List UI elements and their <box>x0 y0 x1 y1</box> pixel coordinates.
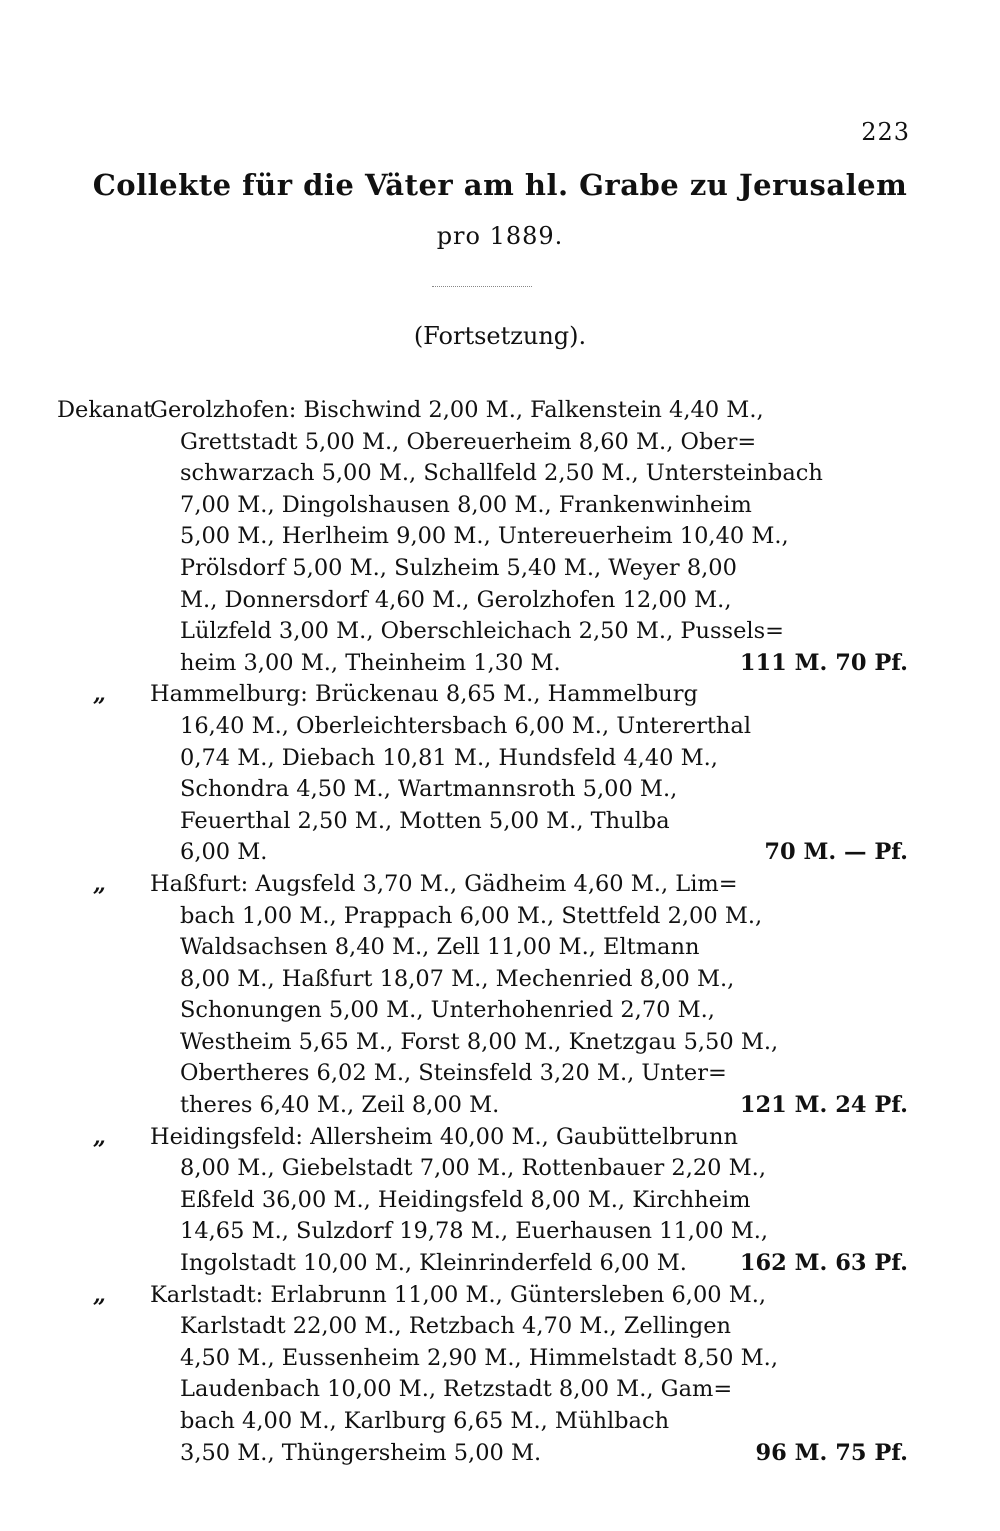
entry-line <box>0 1058 1000 1090</box>
district-line: Haßfurt: Augsfeld 3,70 M., Gädheim 4,60 M., Lim= <box>150 870 738 897</box>
entry-line <box>0 711 1000 743</box>
entry-line <box>0 395 1000 427</box>
district-line: Gerolzhofen: Bischwind 2,00 M., Falkenstein 4,40 M., <box>150 397 764 423</box>
deanery-entry <box>0 679 1000 869</box>
page-title: Collekte für die Väter am hl. Grabe zu Jerusalem <box>92 168 908 202</box>
continuation-line: bach 1,00 M., Prappach 6,00 M., Stettfeld 2,00 M., <box>180 902 763 929</box>
continuation-line: 4,50 M., Eussenheim 2,90 M., Himmelstadt 8,50 M., <box>180 1344 778 1371</box>
continuation-line: Lülzfeld 3,00 M., Oberschleichach 2,50 M., Pussels= <box>180 618 785 645</box>
entry-line <box>0 458 1000 490</box>
collection-list <box>0 395 1000 1469</box>
continuation-line: 3,50 M., Thüngersheim 5,00 M. <box>180 1439 542 1466</box>
entry-line <box>0 806 1000 838</box>
entry-line <box>0 932 1000 964</box>
entry-line <box>0 964 1000 996</box>
entry-line <box>0 774 1000 806</box>
entry-line <box>0 1311 1000 1343</box>
continuation-line: 6,00 M. <box>180 839 268 866</box>
page-subtitle: pro 1889. <box>436 222 564 250</box>
continuation-line: Grettstadt 5,00 M., Obereuerheim 8,60 M., Ober= <box>180 428 757 455</box>
entry-line <box>0 1406 1000 1438</box>
continuation-line: Laudenbach 10,00 M., Retzstadt 8,00 M., Gam= <box>180 1376 733 1403</box>
entry-total: 111 M. 70 Pf. <box>739 649 908 676</box>
ditto-mark: „ <box>93 870 106 897</box>
continuation-line: Waldsachsen 8,40 M., Zell 11,00 M., Eltmann <box>180 934 700 961</box>
continuation-line: Eßfeld 36,00 M., Heidingsfeld 8,00 M., Kirchheim <box>180 1186 751 1213</box>
entry-line <box>0 869 1000 901</box>
ditto-mark: „ <box>93 681 106 708</box>
deanery-entry <box>0 395 1000 679</box>
entry-total: 70 M. — Pf. <box>764 839 908 866</box>
entry-total: 96 M. 75 Pf. <box>755 1439 908 1466</box>
continuation-line: 5,00 M., Herlheim 9,00 M., Untereuerheim 10,40 M., <box>180 523 789 550</box>
deanery-entry <box>0 1280 1000 1470</box>
entry-line <box>0 553 1000 585</box>
continuation-line: Karlstadt 22,00 M., Retzbach 4,70 M., Zellingen <box>180 1313 732 1340</box>
entry-line <box>0 490 1000 522</box>
entry-total: 162 M. 63 Pf. <box>739 1250 908 1277</box>
entry-line <box>0 679 1000 711</box>
entry-line <box>0 1153 1000 1185</box>
continuation-line: 16,40 M., Oberleichtersbach 6,00 M., Untererthal <box>180 712 752 739</box>
district-line: Heidingsfeld: Allersheim 40,00 M., Gaubüttelbrunn <box>150 1123 738 1150</box>
continuation-line: 7,00 M., Dingolshausen 8,00 M., Frankenwinheim <box>180 491 752 518</box>
entry-line <box>0 995 1000 1027</box>
continuation-line: 0,74 M., Diebach 10,81 M., Hundsfeld 4,40 M., <box>180 744 718 771</box>
entry-line <box>0 585 1000 617</box>
continuation-line: Feuerthal 2,50 M., Motten 5,00 M., Thulba <box>180 807 670 834</box>
continuation-line: Westheim 5,65 M., Forst 8,00 M., Knetzgau 5,50 M., <box>180 1028 779 1055</box>
continuation-line: heim 3,00 M., Theinheim 1,30 M. <box>180 649 561 676</box>
entry-line <box>0 1343 1000 1375</box>
continuation-line: Obertheres 6,02 M., Steinsfeld 3,20 M., Unter= <box>180 1060 727 1087</box>
entry-line <box>0 1438 1000 1470</box>
continuation-line: Ingolstadt 10,00 M., Kleinrinderfeld 6,00 M. <box>180 1250 687 1277</box>
entry-line <box>0 1216 1000 1248</box>
continuation-line: schwarzach 5,00 M., Schallfeld 2,50 M., Untersteinbach <box>180 460 823 487</box>
page-number: 223 <box>861 118 910 146</box>
entry-line <box>0 1185 1000 1217</box>
entry-line <box>0 648 1000 680</box>
continuation-line: theres 6,40 M., Zeil 8,00 M. <box>180 1092 500 1119</box>
continued-note: (Fortsetzung). <box>413 322 587 350</box>
continuation-line: Prölsdorf 5,00 M., Sulzheim 5,40 M., Weyer 8,00 <box>180 554 737 581</box>
entry-line <box>0 901 1000 933</box>
deanery-label: Dekanat <box>57 397 153 423</box>
entry-line <box>0 1248 1000 1280</box>
deanery-entry <box>0 869 1000 1122</box>
entry-line <box>0 743 1000 775</box>
entry-line <box>0 1280 1000 1312</box>
entry-total: 121 M. 24 Pf. <box>739 1092 908 1119</box>
continuation-line: M., Donnersdorf 4,60 M., Gerolzhofen 12,00 M., <box>180 586 732 613</box>
continuation-line: bach 4,00 M., Karlburg 6,65 M., Mühlbach <box>180 1408 670 1434</box>
divider <box>432 286 532 287</box>
district-line: Hammelburg: Brückenau 8,65 M., Hammelburg <box>150 681 698 708</box>
entry-line <box>0 1027 1000 1059</box>
continuation-line: Schonungen 5,00 M., Unterhohenried 2,70 M., <box>180 997 715 1024</box>
entry-line <box>0 837 1000 869</box>
deanery-entry <box>0 1122 1000 1280</box>
continuation-line: 14,65 M., Sulzdorf 19,78 M., Euerhausen 11,00 M., <box>180 1218 769 1245</box>
continuation-line: 8,00 M., Giebelstadt 7,00 M., Rottenbauer 2,20 M., <box>180 1155 766 1182</box>
continuation-line: Schondra 4,50 M., Wartmannsroth 5,00 M., <box>180 776 678 803</box>
entry-line <box>0 1090 1000 1122</box>
continuation-line: 8,00 M., Haßfurt 18,07 M., Mechenried 8,00 M., <box>180 965 735 992</box>
entry-line <box>0 427 1000 459</box>
entry-line <box>0 521 1000 553</box>
entry-line <box>0 1374 1000 1406</box>
entry-line <box>0 1122 1000 1154</box>
ditto-mark: „ <box>93 1123 106 1150</box>
ditto-mark: „ <box>93 1281 106 1308</box>
district-line: Karlstadt: Erlabrunn 11,00 M., Güntersleben 6,00 M., <box>150 1281 767 1308</box>
entry-line <box>0 616 1000 648</box>
